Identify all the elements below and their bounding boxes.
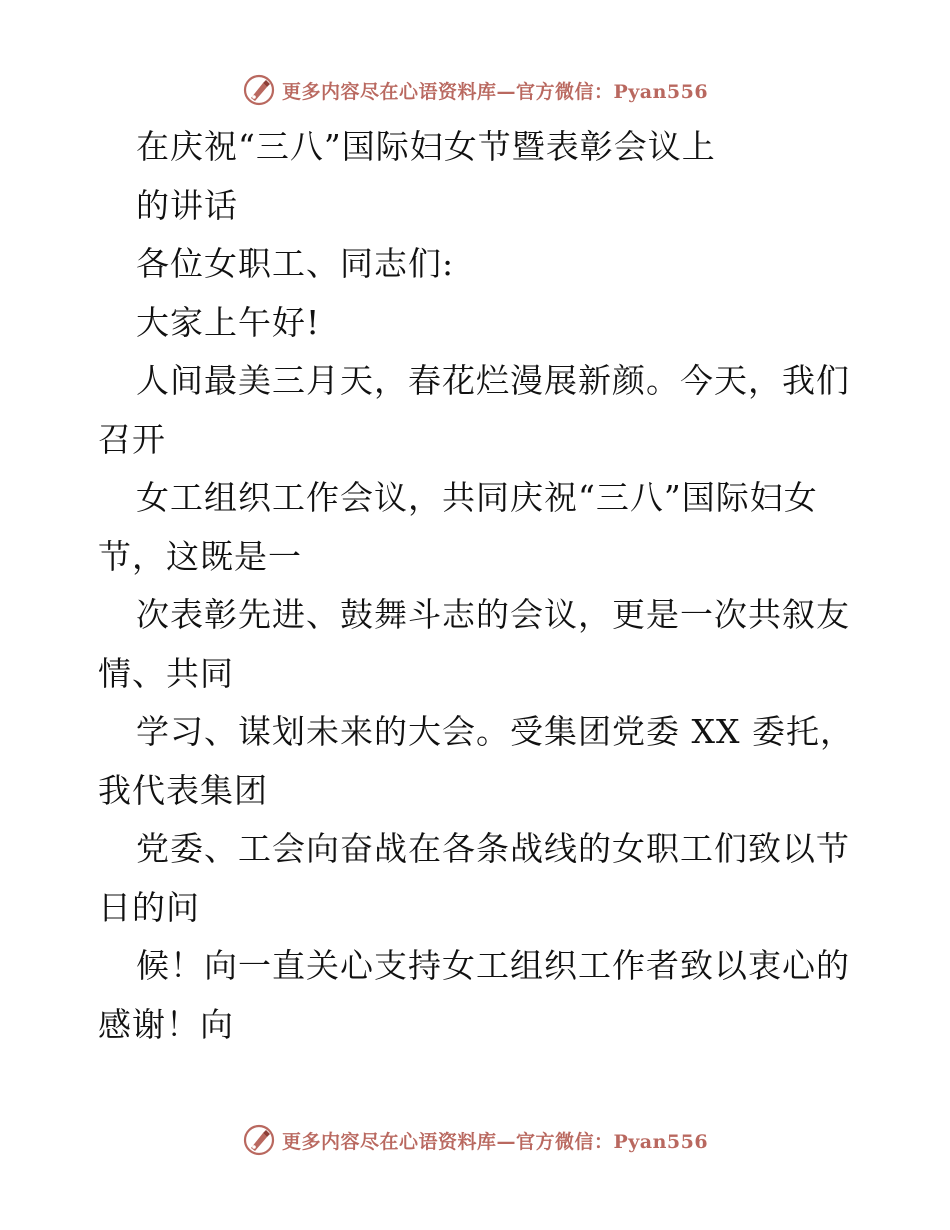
text-line: 党委、工会向奋战在各条战线的女职工们致以节 bbox=[136, 829, 850, 868]
header-watermark bbox=[0, 70, 950, 110]
text-line: 感谢！向 bbox=[98, 1004, 234, 1044]
document-body bbox=[98, 118, 858, 1054]
text-line: 我代表集团 bbox=[98, 770, 268, 810]
text-line: 次表彰先进、鼓舞斗志的会议，更是一次共叙友 bbox=[136, 595, 850, 634]
text-line: 的讲话 bbox=[136, 185, 238, 225]
text-line: 情、共同 bbox=[98, 653, 234, 693]
text-line: 学习、谋划未来的大会。受集团党委 XX 委托， bbox=[136, 712, 854, 751]
text-line: 人间最美三月天，春花烂漫展新颜。今天，我们 bbox=[136, 361, 850, 400]
pen-nib-icon bbox=[242, 73, 276, 107]
text-line: 节，这既是一 bbox=[98, 536, 302, 576]
text-line: 日的问 bbox=[98, 887, 200, 927]
text-line: 候！向一直关心支持女工组织工作者致以衷心的 bbox=[136, 946, 850, 985]
footer-watermark bbox=[0, 1120, 950, 1160]
header-watermark-text: 更多内容尽在心语资料库—官方微信：Pyan556 bbox=[281, 80, 709, 103]
text-line: 大家上午好! bbox=[136, 302, 321, 342]
text-line: 各位女职工、同志们: bbox=[136, 244, 455, 283]
text-line: 女工组织工作会议，共同庆祝“三八”国际妇女 bbox=[136, 478, 818, 517]
text-line: 在庆祝“三八”国际妇女节暨表彰会议上 bbox=[136, 127, 716, 166]
text-line: 召开 bbox=[98, 419, 166, 459]
pen-nib-icon bbox=[242, 1123, 276, 1157]
footer-watermark-text: 更多内容尽在心语资料库—官方微信：Pyan556 bbox=[281, 1130, 709, 1153]
